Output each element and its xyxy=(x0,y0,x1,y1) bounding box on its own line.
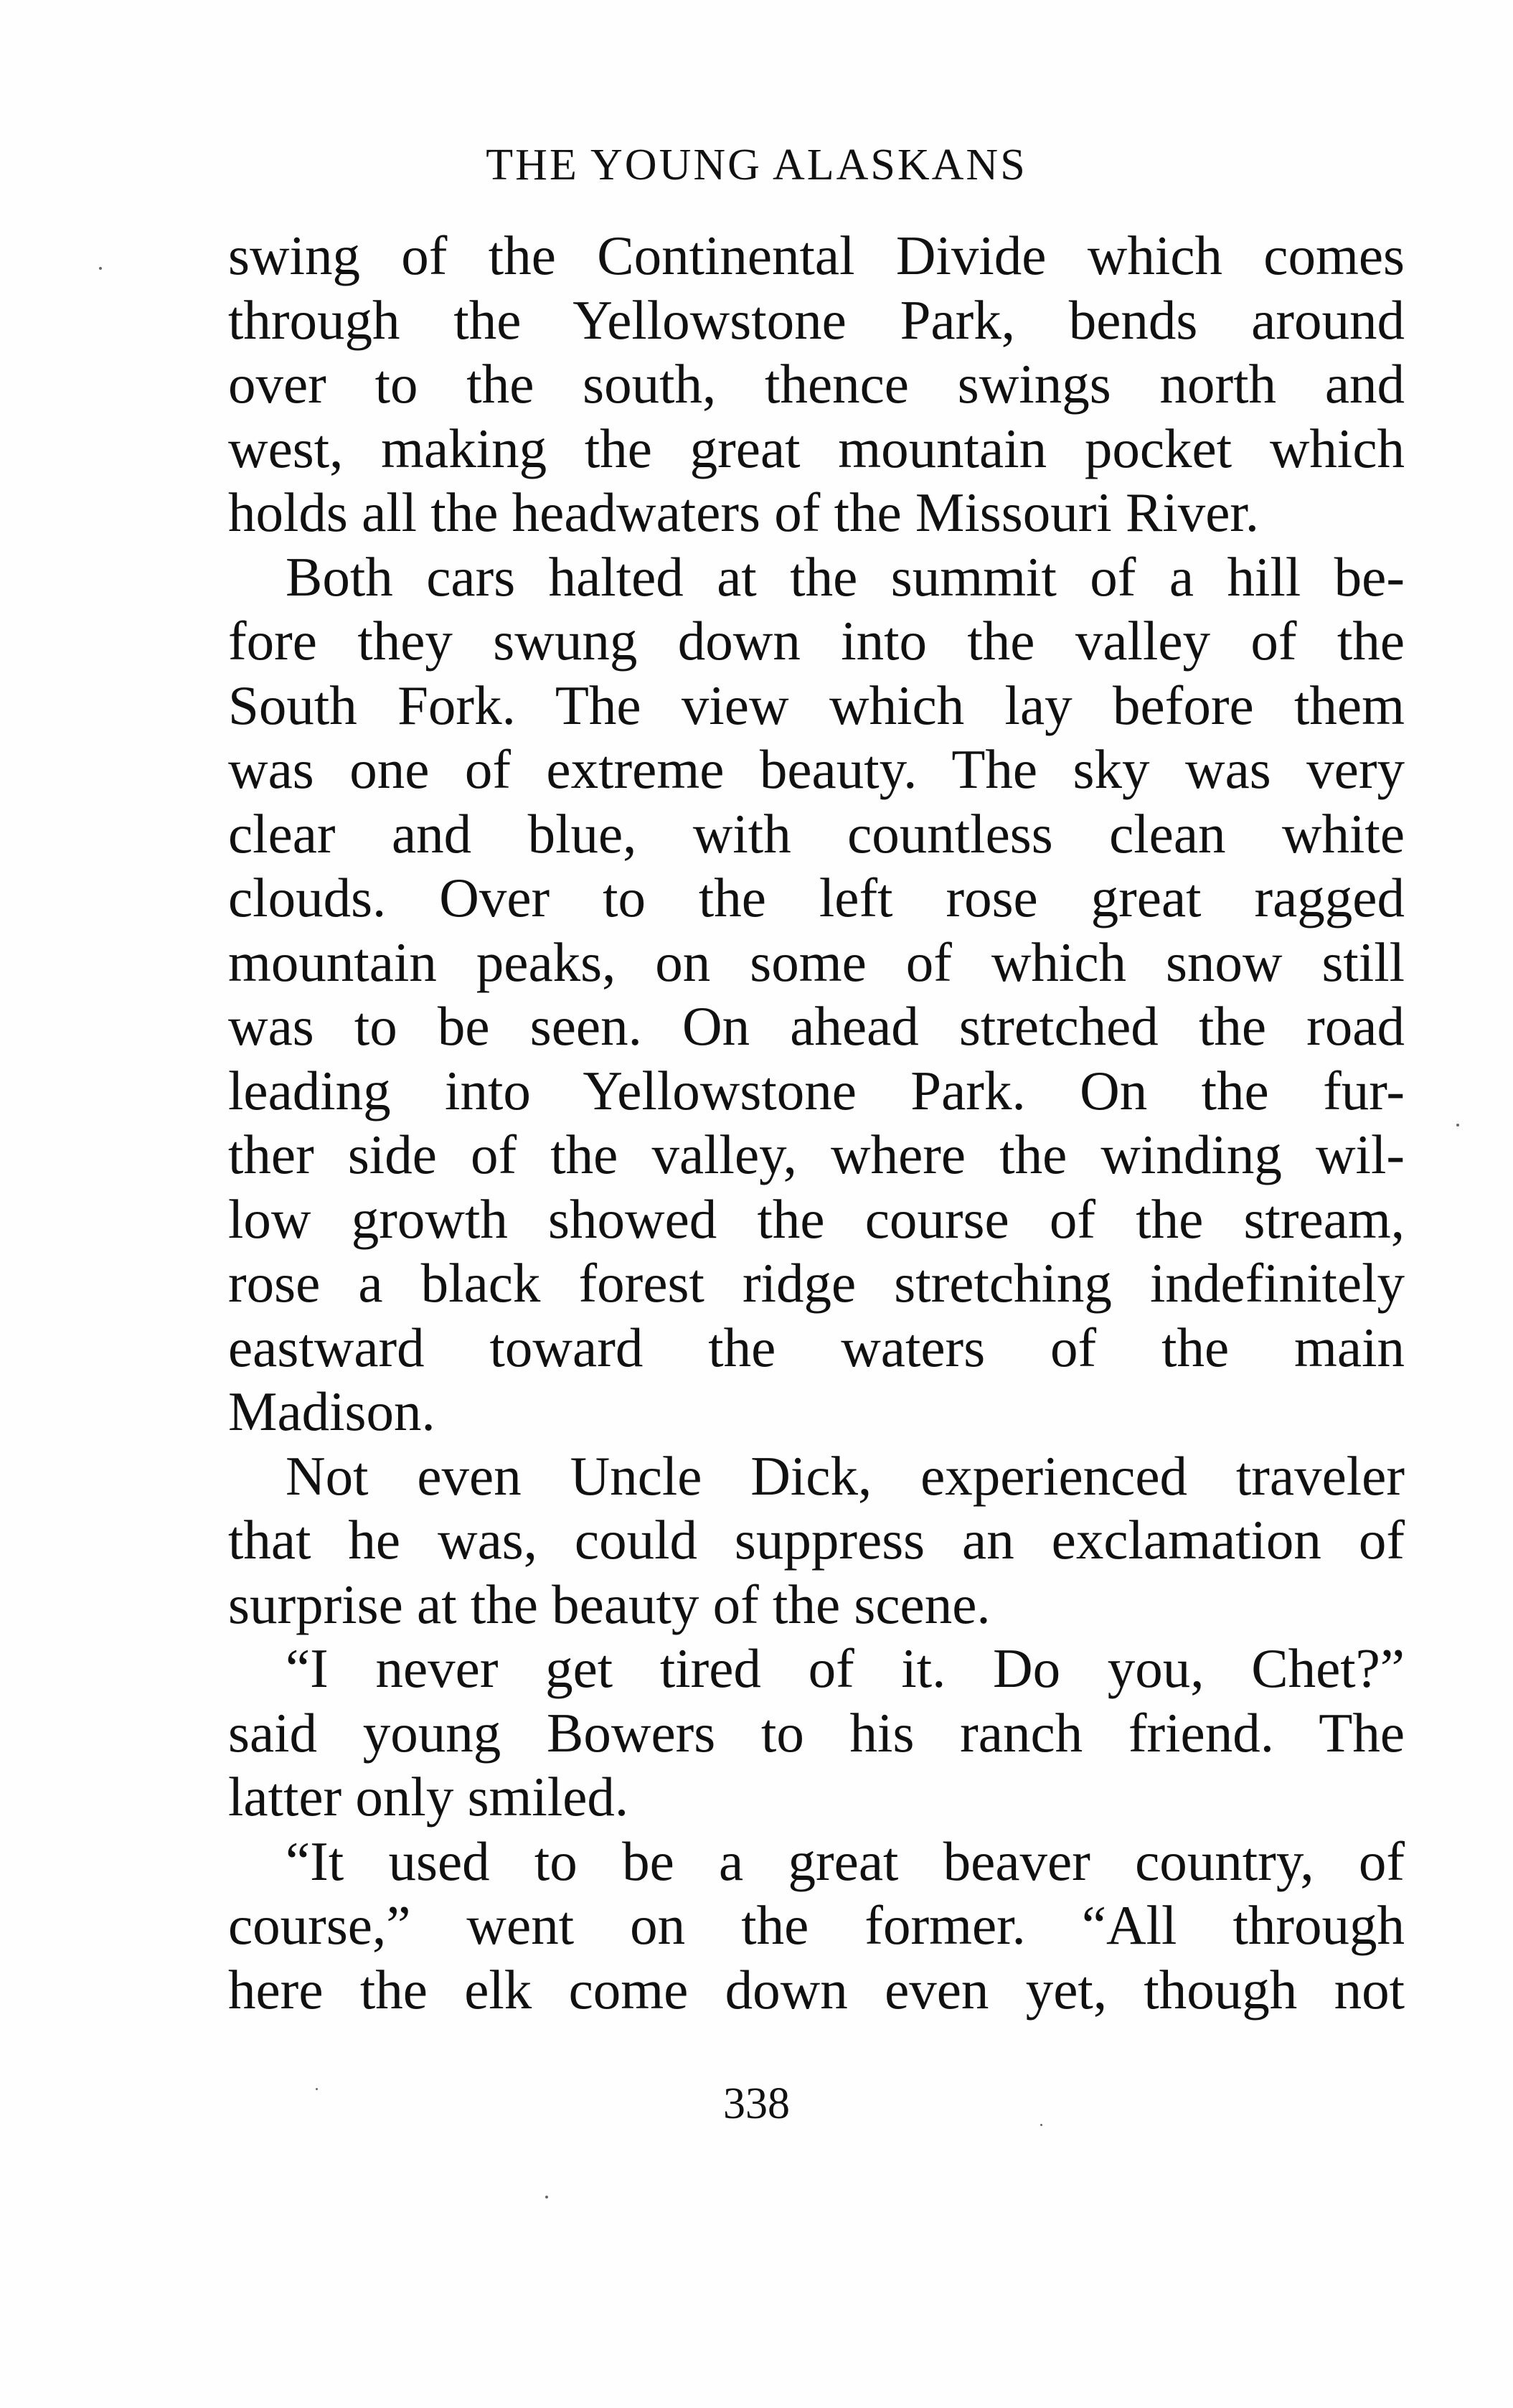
paragraph xyxy=(228,1830,1405,2023)
paragraph xyxy=(228,224,1405,545)
paragraph xyxy=(228,1444,1405,1637)
text-line: leading into Yellowstone Park. On the fur- xyxy=(228,1059,1405,1121)
text-line: over to the south, thence swings north and xyxy=(228,353,1405,415)
text-line: “I never get tired of it. Do you, Chet?” xyxy=(286,1637,1405,1699)
scan-speck xyxy=(99,267,102,270)
text-line: Both cars halted at the summit of a hill be- xyxy=(286,545,1405,608)
text-line: through the Yellowstone Park, bends around xyxy=(228,288,1405,351)
text-line: clouds. Over to the left rose great ragged xyxy=(228,867,1405,928)
text-line: clear and blue, with countless clean white xyxy=(228,802,1405,865)
text-line: rose a black forest ridge stretching indefinitely xyxy=(228,1252,1405,1314)
text-line: west, making the great mountain pocket which xyxy=(228,417,1405,479)
running-head: THE YOUNG ALASKANS xyxy=(486,141,1027,189)
text-line: here the elk come down even yet, though not xyxy=(228,1958,1405,2021)
text-line: low growth showed the course of the stream, xyxy=(228,1187,1405,1250)
scan-speck xyxy=(1456,1124,1459,1127)
text-line: latter only smiled. xyxy=(228,1766,629,1828)
paragraph xyxy=(228,545,1405,1444)
text-line: was one of extreme beauty. The sky was very xyxy=(228,738,1405,800)
paragraph xyxy=(228,1637,1405,1830)
scan-speck xyxy=(545,2196,548,2198)
scan-speck xyxy=(316,2088,318,2090)
text-line: eastward toward the waters of the main xyxy=(228,1316,1405,1378)
text-line: swing of the Continental Divide which comes xyxy=(228,225,1405,286)
text-line: ther side of the valley, where the winding wil- xyxy=(228,1124,1405,1185)
text-line: course,” went on the former. “All through xyxy=(228,1894,1405,1956)
text-line: fore they swung down into the valley of the xyxy=(228,610,1405,672)
text-line: Not even Uncle Dick, experienced traveler xyxy=(286,1444,1405,1507)
text-line: Madison. xyxy=(228,1381,435,1442)
text-line: holds all the headwaters of the Missouri River. xyxy=(228,481,1260,543)
text-line: South Fork. The view which lay before them xyxy=(228,674,1405,736)
text-line: said young Bowers to his ranch friend. The xyxy=(228,1701,1405,1764)
page-number: 338 xyxy=(723,2079,790,2128)
text-line: was to be seen. On ahead stretched the road xyxy=(228,995,1405,1057)
text-line: “It used to be a great beaver country, of xyxy=(286,1830,1405,1892)
text-line: that he was, could suppress an exclamation of xyxy=(228,1509,1405,1571)
body-text xyxy=(228,224,1405,2022)
scan-speck xyxy=(1040,2124,1042,2126)
text-line: surprise at the beauty of the scene. xyxy=(228,1573,991,1635)
text-line: mountain peaks, on some of which snow still xyxy=(228,931,1405,993)
